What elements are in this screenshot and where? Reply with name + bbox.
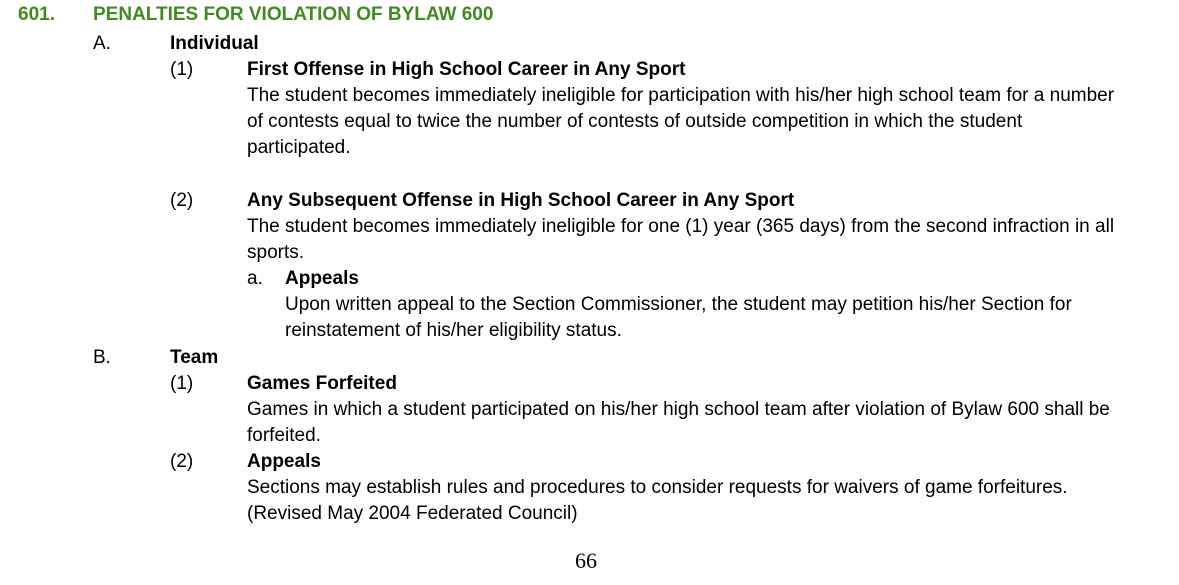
item-text-line: The student becomes immediately ineligible for one (1) year (365 days) from the second infraction in all [247, 216, 1115, 237]
part-heading: Team [170, 347, 219, 368]
item-text-line: The student becomes immediately ineligible for participation with his/her high school team for a number [247, 85, 1115, 106]
item-title: Any Subsequent Offense in High School Career in Any Sport [247, 190, 795, 211]
item-text-line: forfeited. [247, 425, 321, 446]
subitem-text-line: reinstatement of his/her eligibility status. [285, 320, 622, 341]
item-title: Games Forfeited [247, 373, 397, 394]
part-heading: Individual [170, 33, 259, 54]
part-label: A. [93, 33, 111, 54]
subitem-label: a. [247, 268, 263, 289]
item-text-line: (Revised May 2004 Federated Council) [247, 503, 578, 524]
subitem-text-line: Upon written appeal to the Section Commissioner, the student may petition his/her Section for [285, 294, 1072, 315]
item-title: First Offense in High School Career in Any Sport [247, 59, 686, 80]
item-text-line: Games in which a student participated on his/her high school team after violation of Bylaw 600 shall be [247, 399, 1110, 420]
item-number: (1) [170, 373, 194, 394]
item-number: (2) [170, 451, 194, 472]
item-text-line: of contests equal to twice the number of contests of outside competition in which the student [247, 111, 1023, 132]
section-title: PENALTIES FOR VIOLATION OF BYLAW 600 [93, 4, 494, 25]
item-text-line: sports. [247, 242, 305, 263]
item-title: Appeals [247, 451, 321, 472]
item-number: (2) [170, 190, 194, 211]
item-text-line: participated. [247, 137, 351, 158]
item-text-line: Sections may establish rules and procedures to consider requests for waivers of game forfeitures. [247, 477, 1068, 498]
subitem-title: Appeals [285, 268, 359, 289]
part-label: B. [93, 347, 111, 368]
page-number: 66 [575, 548, 597, 573]
section-number: 601. [18, 4, 55, 25]
item-number: (1) [170, 59, 194, 80]
